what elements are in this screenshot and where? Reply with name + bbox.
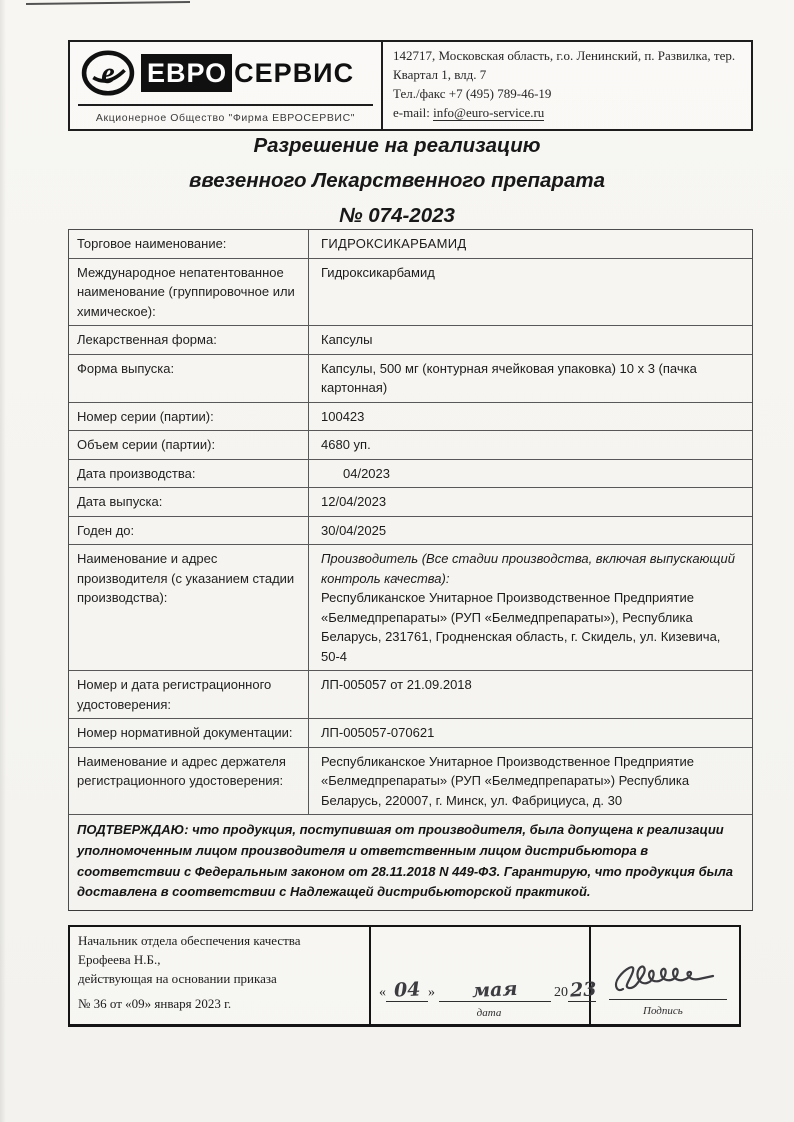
row-label: Объем серии (партии): — [69, 431, 309, 459]
row-value: 30/04/2025 — [321, 522, 387, 538]
table-row-confirmation — [69, 815, 752, 910]
officer-basis: действующая на основании приказа — [78, 970, 277, 986]
handwritten-date — [379, 979, 596, 1002]
confirmation-paragraph — [69, 815, 752, 910]
handwritten-year: 23 — [569, 978, 598, 1002]
row-value: 12/04/2023 — [321, 494, 387, 509]
date-cell — [371, 927, 598, 1024]
document-title-line1: Разрешение на реализацию — [253, 134, 541, 157]
contact-block — [383, 42, 751, 129]
table-row-release-form — [69, 355, 752, 403]
confirmation-heading: ПОДТВЕРЖДАЮ: — [77, 822, 189, 837]
brand-service: СЕРВИС — [234, 58, 355, 88]
row-label: Наименование и адрес производителя (с указанием стадии производства): — [69, 545, 309, 670]
row-value: Капсулы, 500 мг (контурная ячейковая упаковка) 10 х 3 (пачка картонная) — [321, 360, 697, 395]
row-value: 04/2023 — [343, 465, 390, 481]
table-row-registration-certificate — [69, 671, 752, 719]
row-label: Годен до: — [69, 517, 309, 545]
row-value: Гидроксикарбамид — [321, 264, 435, 280]
row-label: Номер и дата регистрационного удостоверения: — [69, 671, 309, 718]
table-row-trade-name — [69, 230, 752, 259]
euroservice-emblem-icon — [80, 50, 136, 96]
year-century: 20 — [554, 985, 568, 1001]
row-label: Лекарственная форма: — [69, 326, 309, 354]
drug-details-table — [68, 229, 753, 911]
row-label: Наименование и адрес держателя регистрационного удостоверения: — [69, 748, 309, 815]
signature-section — [68, 925, 741, 1027]
row-value: ЛП-005057-070621 — [321, 725, 435, 740]
officer-title: Начальник отдела обеспечения качества — [78, 933, 301, 949]
signature-caption: Подпись — [643, 1005, 683, 1018]
officer-name: Ерофеева Н.Б., — [78, 952, 161, 968]
email-link: info@euro-service.ru — [433, 104, 545, 120]
handwritten-signature — [609, 955, 727, 1000]
row-label: Дата производства: — [69, 460, 309, 488]
table-row-certificate-holder — [69, 748, 752, 816]
order-reference: № 36 от «09» января 2023 г. — [78, 996, 232, 1012]
row-value: ЛП-005057 от 21.09.2018 — [321, 677, 472, 692]
signature-cell — [591, 927, 739, 1024]
logo-block — [70, 42, 383, 129]
handwritten-month: мая — [471, 978, 518, 1003]
row-value: 100423 — [321, 408, 365, 424]
table-row-dosage-form — [69, 326, 752, 355]
phone-line: Тел./факс +7 (495) 789-46-19 — [393, 85, 552, 101]
row-value: 4680 уп. — [321, 437, 371, 452]
row-label: Дата выпуска: — [69, 488, 309, 516]
table-row-production-date — [69, 460, 752, 489]
row-label: Торговое наименование: — [69, 230, 309, 258]
email-label: e-mail: — [393, 104, 434, 120]
handwritten-day: 04 — [393, 978, 421, 1002]
open-quote: « — [379, 985, 386, 1001]
brand-euro: ЕВРО — [141, 54, 232, 92]
row-label: Номер серии (партии): — [69, 403, 309, 431]
table-row-manufacturer — [69, 545, 752, 671]
document-number: № 074-2023 — [339, 204, 455, 227]
svg-text:е: е — [101, 56, 115, 91]
row-label: Номер нормативной документации: — [69, 719, 309, 747]
close-quote: » — [428, 985, 435, 1001]
address-line-2: Квартал 1, влд. 7 — [393, 66, 487, 82]
date-caption: дата — [476, 1007, 502, 1020]
signing-officer-cell — [70, 927, 371, 1024]
row-value: Республиканское Унитарное Производственное Предприятие «Белмедпрепараты» (РУП «Белмедпрепараты») Республика Беларусь, 220007, г. Минск, ул. Фабрициуса, д. 30 — [321, 753, 694, 808]
letterhead — [68, 40, 753, 131]
row-label: Международное непатентованное наименование (группировочное или химическое): — [69, 259, 309, 326]
row-value — [309, 545, 752, 670]
brand-wordmark — [141, 54, 354, 92]
document-content — [68, 229, 753, 1027]
manufacturer-address: Республиканское Унитарное Производственное Предприятие «Белмедпрепараты» (РУП «Белмедпрепараты»), Республика Беларусь, 231761, Гродненская область, г. Скидель, ул. Кизевича, 50-4 — [321, 590, 721, 664]
table-row-issue-date — [69, 488, 752, 517]
row-value: ГИДРОКСИКАРБАМИД — [321, 236, 467, 251]
table-row-inn — [69, 259, 752, 327]
table-row-series-number — [69, 403, 752, 432]
manufacturer-stage-note: Производитель (Все стадии производства, включая выпускающий контроль качества): — [321, 551, 735, 586]
confirmation-text: что продукция, поступившая от производителя, была допущена к реализации уполномоченным лицом производителя и ответственным лицом дистрибьютора в соответствии с Федеральным законом от 28.11.2018 N 449-ФЗ. Гарантирую, что продукция была доставлена в соответствии с Надлежащей дистрибьюторской практикой. — [77, 822, 734, 900]
document-title-line2: ввезенного Лекарственного препарата — [189, 169, 605, 192]
company-subtitle: Акционерное Общество "Фирма ЕВРОСЕРВИС" — [95, 112, 356, 124]
row-label: Форма выпуска: — [69, 355, 309, 402]
address-line-1: 142717, Московская область, г.о. Ленинский, п. Развилка, тер. — [393, 48, 736, 63]
table-row-series-volume — [69, 431, 752, 460]
scan-artifact-line — [26, 1, 190, 5]
table-row-normative-docs — [69, 719, 752, 748]
row-value: Капсулы — [321, 332, 373, 347]
table-row-expiry-date — [69, 517, 752, 546]
logo-row — [78, 50, 373, 96]
email-line — [393, 104, 745, 123]
signature-stroke-icon — [609, 955, 721, 999]
document-title — [0, 128, 794, 233]
